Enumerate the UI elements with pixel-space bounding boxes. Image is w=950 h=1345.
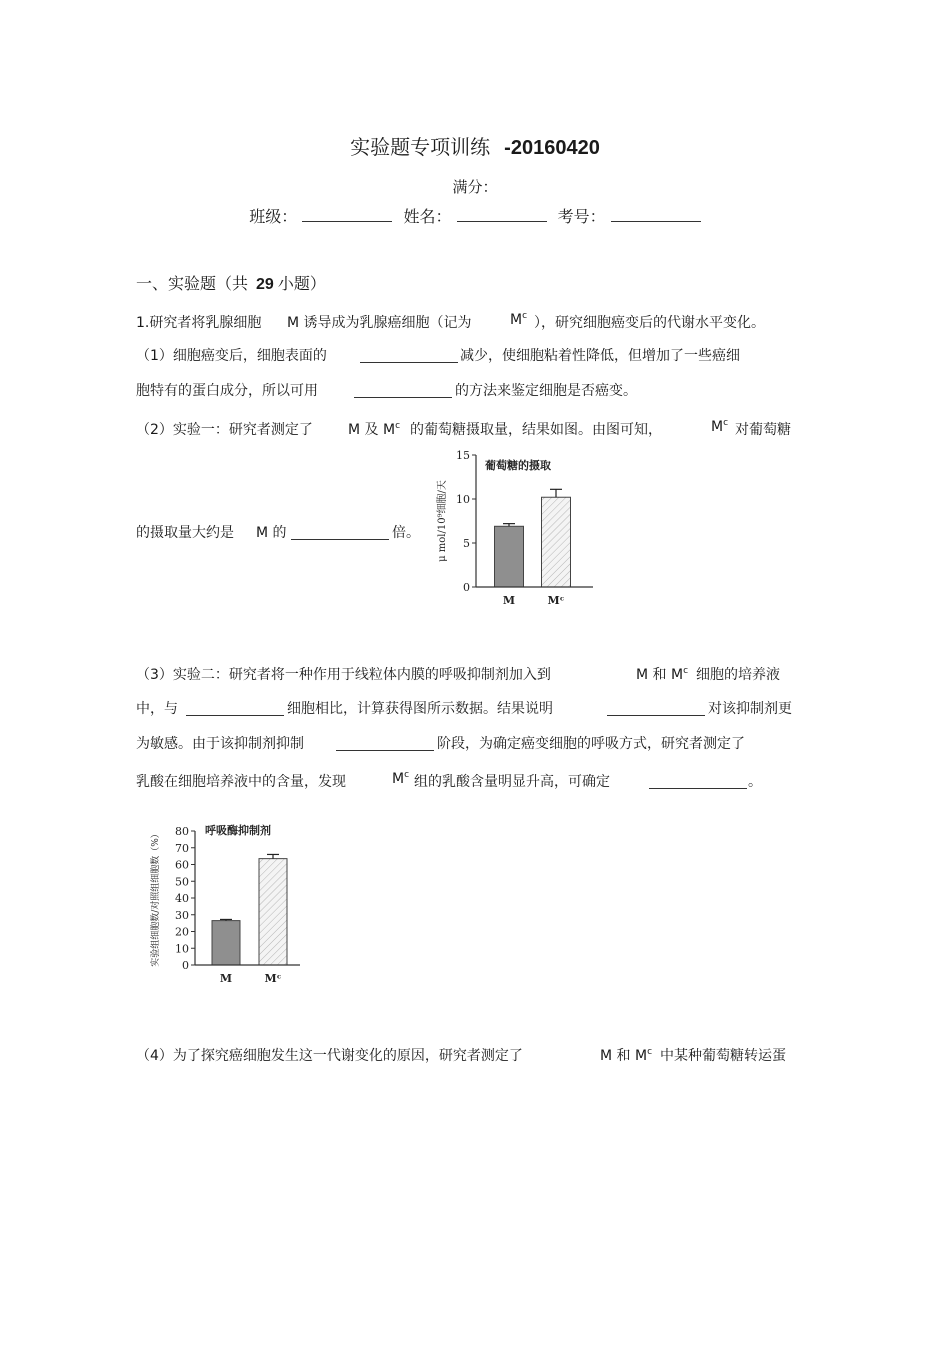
q1-stem-b: M 诱导成为乳腺癌细胞（记为 <box>287 315 472 331</box>
y-tick-label: 50 <box>175 875 189 889</box>
chart-glucose-uptake <box>425 447 595 617</box>
y-tick-label: 60 <box>175 858 189 872</box>
q1-p3-d: 中，与 <box>136 701 178 717</box>
y-tick-label: 0 <box>463 581 470 594</box>
y-axis-label: 实验组细胞数/对照组细胞数（%） <box>151 829 161 967</box>
q1-p4-b <box>600 1045 652 1065</box>
y-axis-label: μ mol/10⁹细胞/天 <box>437 480 448 562</box>
q1-p3-e: 细胞相比，计算获得图所示数据。结果说明 <box>287 701 553 717</box>
q1-stem-d: ），研究细胞癌变后的代谢水平变化。 <box>534 315 765 331</box>
student-info-row <box>0 204 950 227</box>
q1-p3-a: （3）实验二：研究者将一种作用于线粒体内膜的呼吸抑制剂加入到 <box>136 667 551 683</box>
q1-p3-b <box>636 664 688 684</box>
q1-stem-m: M <box>510 312 523 328</box>
y-tick-label: 70 <box>175 841 189 855</box>
q1-stem-a: 1.研究者将乳腺细胞 <box>136 315 262 331</box>
q1-p3-l: 。 <box>748 774 762 790</box>
chart-respiration-inhibitor <box>148 804 308 994</box>
q1-p3-i: 乳酸在细胞培养液中的含量，发现 <box>136 774 346 790</box>
bar-mc <box>259 859 287 965</box>
q1-p3-m2: M <box>392 771 405 787</box>
bar-m <box>212 921 240 965</box>
q1-blank-7[interactable] <box>649 771 747 789</box>
y-tick-label: 10 <box>456 493 470 506</box>
q1-p2-m2: M <box>711 419 724 435</box>
q1-p2-a: （2）实验一：研究者测定了 <box>136 422 313 438</box>
q1-p3-f: 对该抑制剂更 <box>708 701 792 717</box>
q1-p4-a: （4）为了探究癌细胞发生这一代谢变化的原因，研究者测定了 <box>136 1048 523 1064</box>
score-label: 满分： <box>452 178 498 196</box>
q1-p3-sup2: c <box>404 770 410 780</box>
q1-p4-m: M 和 M <box>600 1048 648 1064</box>
section-count: 29 <box>256 276 274 293</box>
q1-p3-k: 组的乳酸含量明显升高，可确定 <box>414 774 610 790</box>
x-category-label: Mᶜ <box>547 594 565 607</box>
page-title <box>0 131 950 160</box>
y-tick-label: 20 <box>175 925 189 939</box>
class-blank[interactable] <box>302 221 392 222</box>
q1-p3-c: 细胞的培养液 <box>696 667 780 683</box>
q1-stem-sup: c <box>522 311 528 321</box>
q1-blank-3[interactable] <box>291 522 389 540</box>
q1-p3-h: 阶段，为确定癌变细胞的呼吸方式，研究者测定了 <box>437 736 745 752</box>
y-tick-label: 30 <box>175 908 189 922</box>
q1-p4-c: 中某种葡萄糖转运蛋 <box>660 1048 786 1064</box>
name-blank[interactable] <box>457 221 547 222</box>
y-tick-label: 15 <box>456 449 470 462</box>
q1-p1-a: （1）细胞癌变后，细胞表面的 <box>136 348 327 364</box>
q1-p2-sup2: c <box>723 418 729 428</box>
y-tick-label: 10 <box>175 942 189 956</box>
title-text: 实验题专项训练 <box>350 135 491 159</box>
q1-p2-d <box>711 419 728 435</box>
x-category-label: Mᶜ <box>264 972 282 985</box>
q1-p2-g: M 的 <box>256 525 287 541</box>
q1-p2-sup: c <box>395 421 401 431</box>
title-code: -20160420 <box>504 137 600 159</box>
y-tick-label: 0 <box>182 959 189 972</box>
q1-p2-f: 的摄取量大约是 <box>136 525 234 541</box>
q1-p3-g: 为敏感。由于该抑制剂抑制 <box>136 736 304 752</box>
bar-m <box>495 526 524 587</box>
section-pre: 一、实验题（共 <box>136 274 249 293</box>
y-tick-label: 40 <box>175 892 189 905</box>
section-heading <box>136 271 326 294</box>
section-post: 小题） <box>277 274 326 293</box>
q1-p1-d: 的方法来鉴定细胞是否癌变。 <box>455 383 637 399</box>
q1-p1-c: 胞特有的蛋白成分，所以可用 <box>136 383 318 399</box>
q1-blank-6[interactable] <box>336 733 434 751</box>
q1-p2-c: 的葡萄糖摄取量，结果如图。由图可知， <box>410 422 662 438</box>
q1-p4-sup: c <box>647 1047 653 1057</box>
q1-stem-c <box>510 312 527 328</box>
class-label: 班级： <box>249 207 298 226</box>
q1-p2-e: 对葡萄糖 <box>735 422 791 438</box>
q1-blank-1[interactable] <box>360 345 458 363</box>
q1-p3-sup: c <box>683 666 689 676</box>
chart-title: 呼吸酶抑制剂 <box>205 824 271 837</box>
q1-p2-b <box>348 419 400 439</box>
chart-title: 葡萄糖的摄取 <box>485 459 551 472</box>
q1-blank-5[interactable] <box>607 698 705 716</box>
exam-no-label: 考号： <box>557 207 606 226</box>
q1-p1-b: 减少，使细胞粘着性降低，但增加了一些癌细 <box>460 348 740 364</box>
q1-p3-j <box>392 771 409 787</box>
y-tick-label: 5 <box>463 537 470 550</box>
x-category-label: M <box>502 594 516 607</box>
bar-mc <box>542 497 571 587</box>
q1-blank-2[interactable] <box>354 380 452 398</box>
q1-p2-m: M 及 M <box>348 422 396 438</box>
q1-p2-h: 倍。 <box>392 525 420 541</box>
y-tick-label: 80 <box>175 825 189 838</box>
name-label: 姓名： <box>403 207 452 226</box>
q1-blank-4[interactable] <box>186 698 284 716</box>
exam-no-blank[interactable] <box>611 221 701 222</box>
x-category-label: M <box>219 972 233 985</box>
q1-p3-m: M 和 M <box>636 667 684 683</box>
